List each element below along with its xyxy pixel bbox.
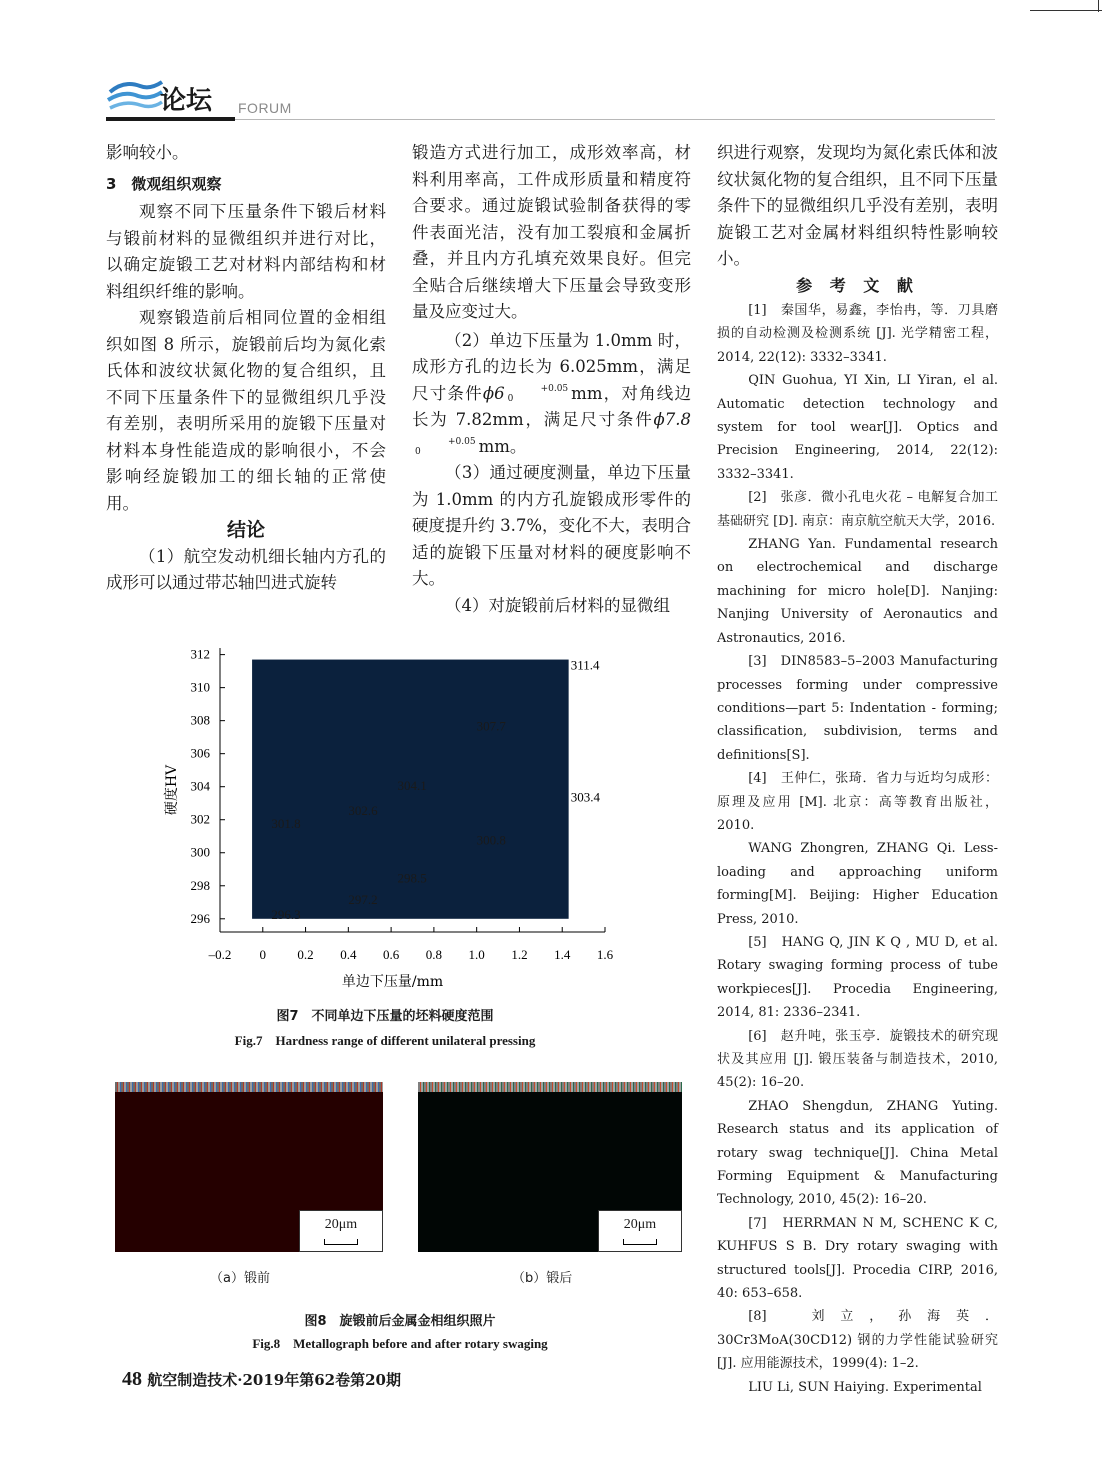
scale-bar-label: 20μm <box>623 1217 657 1232</box>
forum-logo-icon <box>106 78 166 118</box>
reference-item: QIN Guohua, YI Xin, LI Yiran, el al. Automatic detection technology and system for tool wear[J]. Optics and Precision Engineering, 2014, 22(12): 3332–3341. <box>717 373 998 482</box>
data-label: 303.4 <box>570 789 601 805</box>
paragraph: 锻造方式进行加工，成形效率高，材料利用率高，工件成形质量和精度符合要求。通过旋锻试验制备获得的零件表面光洁，没有加工裂痕和金属折叠，并且内方孔填充效果良好。但完全贴合后继续增大下压量会导致变形量及应变过大。 <box>412 143 691 321</box>
x-tick-label: 1.6 <box>596 947 614 962</box>
hardness-chart <box>150 632 620 992</box>
y-axis-label: 硬度HV <box>164 764 180 816</box>
paragraph: 观察锻造前后相同位置的金相组织如图 8 所示，旋锻前后均为氮化索氏体和波纹状氮化物的复合组织，且不同下压量条件下的显微组织几乎没有差别，表明所采用的旋锻下压量对材料本身性能造成的影响很小，不会影响经旋锻加工的细长轴的正常使用。 <box>106 308 386 513</box>
figure-8-caption-en: Fig.8 Metallograph before and after rotary swaging <box>252 1336 548 1351</box>
x-tick-label: 1.0 <box>468 947 485 962</box>
journal-info: 航空制造技术·2019年第62卷第20期 <box>147 1371 401 1389</box>
reference-item: [5] HANG Q, JIN K Q , MU D, et al. Rotary swaging forming process of tube workpieces[J]. Procedia Engineering, 2014, 81: 2336–2341. <box>717 934 998 1021</box>
data-label: 298.5 <box>397 870 427 886</box>
page-footer <box>122 1368 401 1391</box>
paragraph: （3）通过硬度测量，单边下压量为 1.0mm 的内方孔旋锻成形零件的硬度提升约 3.7%，变化不大，表明合适的旋锻下压量对材料的硬度影响不大。 <box>412 463 691 588</box>
figure-7-caption-en: Fig.7 Hardness range of different unilateral pressing <box>234 1033 536 1048</box>
tolerance-upper: +0.05 <box>540 384 569 394</box>
paragraph: 影响较小。 <box>106 143 189 162</box>
scale-bar-box <box>299 1210 383 1252</box>
x-axis-label: 单边下压量/mm <box>341 974 444 990</box>
text-column-2 <box>412 140 691 619</box>
section-heading: 3 微观组织观察 <box>106 174 222 193</box>
reference-item: [2] 张彦．微小孔电火花 – 电解复合加工基础研究 [D]. 南京：南京航空航天大学，2016. <box>717 490 998 529</box>
x-tick-label: 1.4 <box>554 947 571 962</box>
y-tick-label: 310 <box>190 679 210 695</box>
symbol: ϕ6 <box>482 383 505 403</box>
paragraph <box>412 328 691 461</box>
subfigure-a-label: （a）锻前 <box>210 1271 270 1286</box>
scale-bar-box <box>598 1210 682 1252</box>
reference-item: LIU Li, SUN Haiying. Experimental <box>748 1379 982 1395</box>
data-label: 297.2 <box>348 891 378 907</box>
data-label: 301.8 <box>271 816 301 832</box>
crop-mark-horizontal <box>1030 10 1102 11</box>
y-tick-label: 306 <box>190 745 210 761</box>
image-noise-strip <box>418 1082 682 1092</box>
reference-item: WANG Zhongren, ZHANG Qi. Less-loading and approaching uniform forming[M]. Beijing: Higher Education Press, 2010. <box>717 841 998 927</box>
metallograph-after <box>418 1082 682 1252</box>
text-column-1 <box>106 140 386 597</box>
paragraph: 观察不同下压量条件下锻后材料与锻前材料的显微组织并进行对比，以确定旋锻工艺对材料内部结构和材料组织纤维的影响。 <box>106 202 386 301</box>
header-rule-thick <box>106 117 235 121</box>
text-span: mm。 <box>478 436 527 456</box>
reference-list <box>717 299 998 1399</box>
y-tick-label: 304 <box>190 778 210 794</box>
x-tick-label: 0.4 <box>340 947 357 962</box>
data-label: 296.3 <box>271 906 301 922</box>
text-span: mm，对角线边长为 7.82mm，满足尺寸条件 <box>412 383 691 429</box>
data-label: 304.1 <box>397 778 427 794</box>
tolerance <box>508 384 569 404</box>
scale-bar-label: 20μm <box>324 1217 358 1232</box>
y-tick-label: 300 <box>190 844 210 860</box>
page-number: 48 <box>122 1368 142 1390</box>
reference-item: ZHANG Yan. Fundamental research on electrochemical and discharge machining for micro hole[D]. Nanjing: Nanjing University of Aeronautics and Astronautics, 2016. <box>717 537 998 646</box>
x-tick-label: 0.2 <box>297 947 314 962</box>
tolerance-lower: 0 <box>415 447 421 457</box>
figure-7-caption-cn: 图7 不同单边下压量的坯料硬度范围 <box>276 1009 494 1024</box>
scale-bar <box>623 1239 657 1245</box>
paragraph: 织进行观察，发现均为氮化索氏体和波纹状氮化物的复合组织，且不同下压量条件下的显微组织几乎没有差别，表明旋锻工艺对金属材料组织特性影响较小。 <box>717 143 998 268</box>
paragraph: （4）对旋锻前后材料的显微组 <box>445 595 670 615</box>
x-tick-label: 0 <box>259 947 267 962</box>
reference-item: [3] DIN8583–5–2003 Manufacturing processes forming under compressive conditions—part 5: Indentation - forming; classification, subdivision, terms and definitions[S]. <box>717 654 998 763</box>
data-label: 302.6 <box>348 802 378 818</box>
header-rule <box>235 119 995 120</box>
x-tick-label: 0.8 <box>425 947 443 962</box>
tolerance-upper: +0.05 <box>448 437 476 447</box>
tolerance-lower: 0 <box>507 394 514 404</box>
conclusion-heading: 结论 <box>226 519 265 541</box>
reference-item: [6] 赵升吨，张玉亭．旋锻技术的研究现状及其应用 [J]. 锻压装备与制造技术，2010, 45(2): 16–20. <box>717 1028 998 1091</box>
tolerance <box>415 437 476 457</box>
data-label: 300.8 <box>476 832 506 848</box>
data-label: 311.4 <box>570 657 600 673</box>
text-span: （2）单边下压量为 1.0mm 时，成形方孔的边长为 6.025mm，满足尺寸条件 <box>412 330 691 403</box>
section-title: 论坛 <box>160 86 213 116</box>
reference-item: [8] 刘立，孙海英．30Cr3MoA(30CD12) 钢的力学性能试验研究 [J]. 应用能源技术，1999(4): 1–2. <box>717 1309 998 1372</box>
data-label: 307.7 <box>476 718 506 734</box>
y-tick-label: 308 <box>190 712 210 728</box>
reference-item: ZHAO Shengdun, ZHANG Yuting. Research status and its application of rotary swag technique[J]. China Metal Forming Equipment & Manufacturing Technology, 2010, 45(2): 16–20. <box>717 1098 998 1208</box>
y-tick-label: 302 <box>190 811 210 827</box>
subfigure-b-label: （b）锻后 <box>512 1271 573 1286</box>
reference-item: [1] 秦国华，易鑫，李怡冉，等．刀具磨损的自动检测及检测系统 [J]. 光学精密工程，2014, 22(12): 3332–3341. <box>717 303 998 365</box>
section-subtitle: FORUM <box>238 100 292 116</box>
y-tick-label: 298 <box>190 877 210 893</box>
references-heading: 参 考 文 献 <box>796 275 919 295</box>
reference-item: [4] 王仲仁，张琦．省力与近均匀成形：原理及应用 [M]. 北京：高等教育出版社，2010. <box>717 771 998 833</box>
x-tick-label: 1.2 <box>511 947 528 962</box>
x-tick-label: –0.2 <box>208 947 232 962</box>
scale-bar <box>324 1239 358 1245</box>
reference-item: [7] HERRMAN N M, SCHENC K C, KUHFUS S B. Dry rotary swaging with structured tools[J]. Procedia CIRP, 2016, 40: 653–658. <box>717 1215 998 1302</box>
metallograph-before <box>115 1082 383 1252</box>
paragraph: （1）航空发动机细长轴内方孔的成形可以通过带芯轴凹进式旋转 <box>106 546 386 592</box>
figure-8-caption-cn: 图8 旋锻前后金属金相组织照片 <box>304 1314 496 1329</box>
image-noise-strip <box>115 1082 383 1092</box>
text-column-3 <box>717 140 998 1399</box>
x-tick-label: 0.6 <box>382 947 400 962</box>
y-tick-label: 296 <box>190 910 210 926</box>
y-tick-label: 312 <box>190 646 210 662</box>
symbol: ϕ7.8 <box>653 410 691 429</box>
